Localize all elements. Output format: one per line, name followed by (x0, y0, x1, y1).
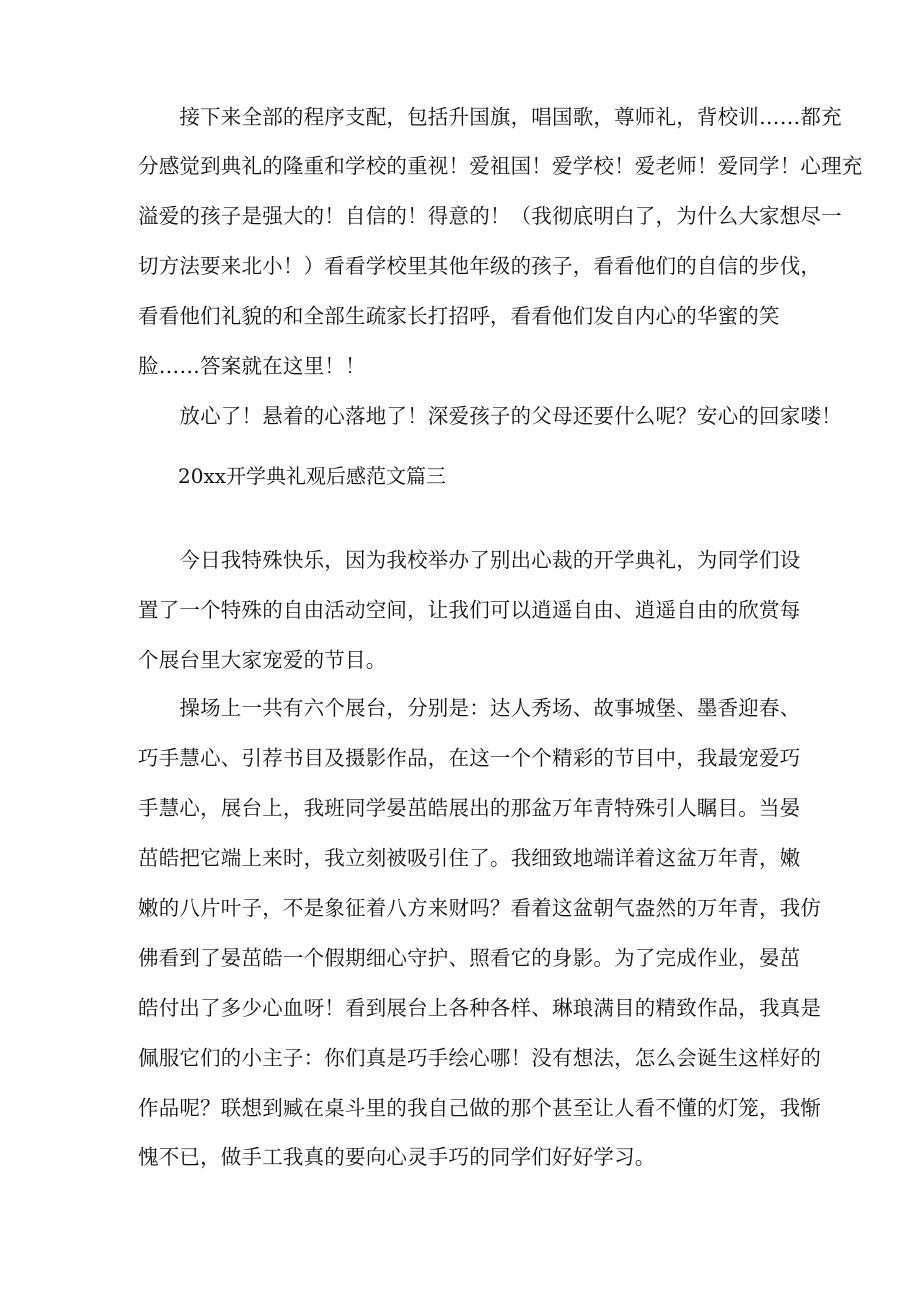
paragraph-line: 愧不已，做手工我真的要向心灵手巧的同学们好好学习。 (138, 1145, 656, 1169)
paragraph-line: 手慧心，展台上，我班同学晏茁皓展出的那盆万年青特殊引人瞩目。当晏 (138, 796, 801, 820)
paragraph-line: 巧手慧心、引荐书目及摄影作品，在这一个个精彩的节目中，我最宠爱巧 (138, 746, 801, 770)
paragraph-2: 放心了！悬着的心落地了！深爱孩子的父母还要什么呢？安心的回家喽！ (138, 404, 842, 428)
paragraph-line: 看看他们礼貌的和全部生疏家长打招呼，看看他们发自内心的华蜜的笑 (138, 304, 780, 328)
paragraph-line: 今日我特殊快乐，因为我校举办了别出心裁的开学典礼，为同学们设 (138, 548, 801, 572)
paragraph-line: 皓付出了多少心血呀！看到展台上各种各样、琳琅满目的精致作品，我真是 (138, 996, 822, 1020)
paragraph-line: 脸……答案就在这里！！ (138, 354, 366, 378)
section-heading: 20xx开学典礼观后感范文篇三 (178, 464, 447, 488)
paragraph-line: 切方法要来北小！）看看学校里其他年级的孩子，看看他们的自信的步伐， (138, 254, 822, 278)
paragraph-line: 佛看到了晏茁皓一个假期细心守护、照看它的身影。为了完成作业，晏茁 (138, 946, 801, 970)
paragraph-line: 作品呢？联想到臧在桌斗里的我自己做的那个甚至让人看不懂的灯笼，我惭 (138, 1096, 822, 1120)
paragraph-line: 茁皓把它端上来时，我立刻被吸引住了。我细致地端详着这盆万年青，嫩 (138, 846, 801, 870)
paragraph-line: 溢爱的孩子是强大的！自信的！得意的！（我彻底明白了，为什么大家想尽一 (138, 204, 842, 228)
paragraph-line: 分感觉到典礼的隆重和学校的重视！爱祖国！爱学校！爱老师！爱同学！心理充 (138, 154, 863, 178)
paragraph-line: 个展台里大家宠爱的节目。 (138, 648, 387, 672)
paragraph-line: 置了一个特殊的自由活动空间，让我们可以逍遥自由、逍遥自由的欣赏每 (138, 598, 801, 622)
paragraph-line: 操场上一共有六个展台，分别是：达人秀场、故事城堡、墨香迎春、 (138, 696, 801, 720)
paragraph-line: 嫩的八片叶子，不是象征着八方来财吗？看着这盆朝气盎然的万年青，我仿 (138, 896, 822, 920)
paragraph-line: 佩服它们的小主子：你们真是巧手绘心哪！没有想法，怎么会诞生这样好的 (138, 1046, 822, 1070)
paragraph-line: 接下来全部的程序支配，包括升国旗，唱国歌，尊师礼，背校训……都充 (138, 105, 842, 129)
